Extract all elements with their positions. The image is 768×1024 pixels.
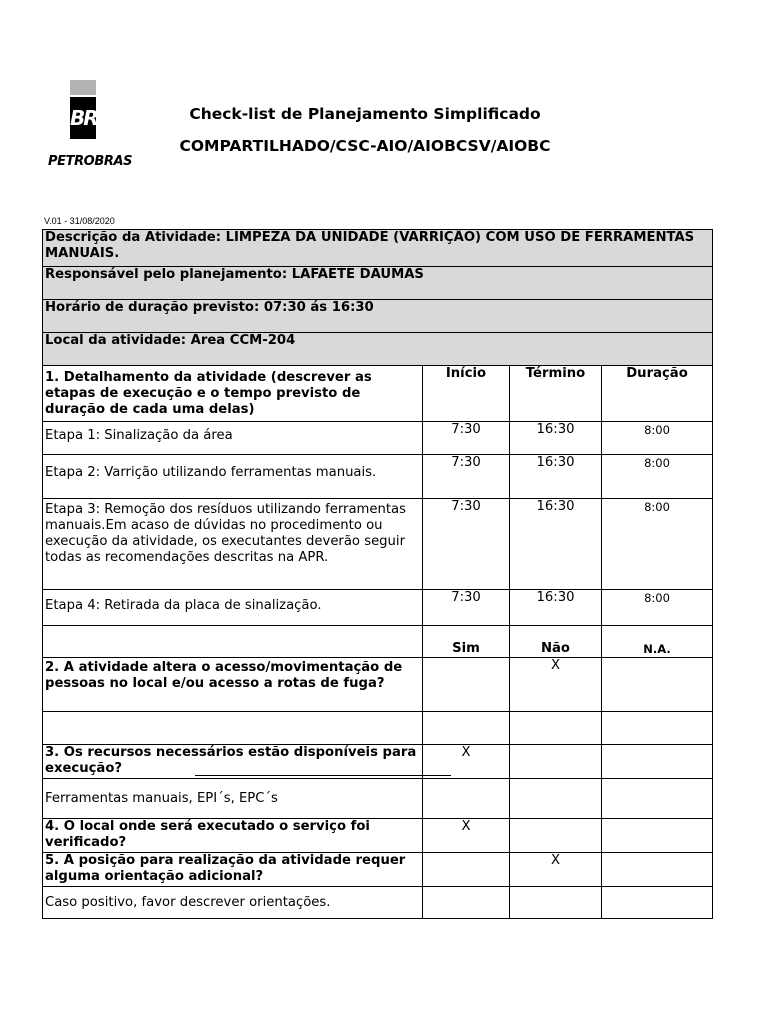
blank-cell: [423, 779, 510, 819]
question-4-na[interactable]: [602, 819, 713, 853]
blank-cell: [423, 712, 510, 745]
question-3-na[interactable]: [602, 745, 713, 779]
page-subtitle: COMPARTILHADO/CSC-AIO/AIOBCSV/AIOBC: [179, 137, 551, 155]
activity-description: Descrição da Atividade: LIMPEZA DA UNIDADE (VARRIÇÃO) COM USO DE FERRAMENTAS MANUAIS.: [43, 230, 713, 267]
step-text: Etapa 2: Varrição utilizando ferramentas manuais.: [43, 455, 423, 499]
blank-cell: [602, 712, 713, 745]
activity-location: Local da atividade: Área CCM-204: [43, 333, 713, 366]
step-duracao: 8:00: [602, 590, 713, 626]
question-3-text: 3. Os recursos necessários estão disponíveis para execução?: [43, 745, 423, 779]
step-termino: 16:30: [510, 499, 602, 590]
step-termino: 16:30: [510, 590, 602, 626]
blank-cell: [510, 887, 602, 919]
blank-cell: [510, 779, 602, 819]
question-3-detail: Ferramentas manuais, EPI´s, EPC´s: [43, 779, 423, 819]
question-3-nao[interactable]: [510, 745, 602, 779]
step-termino: 16:30: [510, 422, 602, 455]
step-row: [43, 455, 713, 499]
logo-bar: [70, 80, 96, 95]
blank-cell: [423, 887, 510, 919]
question-5-nao[interactable]: X: [510, 853, 602, 887]
question-5-na[interactable]: [602, 853, 713, 887]
step-text: Etapa 4: Retirada da placa de sinalização.: [43, 590, 423, 626]
step-duracao: 8:00: [602, 499, 713, 590]
question-4-text: 4. O local onde será executado o serviço foi verificado?: [43, 819, 423, 853]
question-2-na[interactable]: [602, 658, 713, 712]
col-inicio: Início: [423, 366, 510, 422]
question-row: [43, 853, 713, 887]
question-5-detail: Caso positivo, favor descrever orientações.: [43, 887, 423, 919]
blank-cell: [602, 779, 713, 819]
checklist-table: [42, 229, 713, 919]
step-inicio: 7:30: [423, 455, 510, 499]
col-duracao: Duração: [602, 366, 713, 422]
blank-cell: [43, 712, 423, 745]
step-termino: 16:30: [510, 455, 602, 499]
question-row: [43, 819, 713, 853]
page-title: Check-list de Planejamento Simplificado: [189, 105, 541, 123]
col-termino: Término: [510, 366, 602, 422]
step-text: Etapa 3: Remoção dos resíduos utilizando ferramentas manuais.Em acaso de dúvidas no procedimento ou execução da atividade, os executantes deverão seguir todas as recomendações descritas na APR.: [43, 499, 423, 590]
col-sim: Sim: [423, 626, 510, 658]
petrobras-logo: [48, 80, 133, 175]
version-label: V.01 - 31/08/2020: [44, 216, 115, 226]
step-text: Etapa 1: Sinalização da área: [43, 422, 423, 455]
blank-cell: [602, 887, 713, 919]
step-duracao: 8:00: [602, 455, 713, 499]
logo-text: PETROBRAS: [48, 154, 133, 169]
question-5-sim[interactable]: [423, 853, 510, 887]
planner-name: Responsável pelo planejamento: LAFAETE DAUMAS: [43, 267, 713, 300]
step-duracao: 8:00: [602, 422, 713, 455]
question-4-nao[interactable]: [510, 819, 602, 853]
question-4-sim[interactable]: X: [423, 819, 510, 853]
question-row: [43, 745, 713, 779]
step-row: [43, 590, 713, 626]
question-2-nao[interactable]: X: [510, 658, 602, 712]
question-5-text: 5. A posição para realização da atividade requer alguma orientação adicional?: [43, 853, 423, 887]
step-inicio: 7:30: [423, 499, 510, 590]
col-nao: Não: [510, 626, 602, 658]
steps-header-label: 1. Detalhamento da atividade (descrever as etapas de execução e o tempo previsto de duração de cada uma delas): [43, 366, 423, 422]
blank-cell: [510, 712, 602, 745]
question-3-sim[interactable]: X: [423, 745, 510, 779]
question-2-sim[interactable]: [423, 658, 510, 712]
step-row: [43, 499, 713, 590]
col-na: N.A.: [602, 626, 713, 658]
question-2-text: 2. A atividade altera o acesso/movimentação de pessoas no local e/ou acesso a rotas de fuga?: [43, 658, 423, 712]
step-inicio: 7:30: [423, 422, 510, 455]
step-row: [43, 422, 713, 455]
step-inicio: 7:30: [423, 590, 510, 626]
planned-schedule: Horário de duração previsto: 07:30 ás 16:30: [43, 300, 713, 333]
divider-line: [195, 775, 451, 776]
br-logo-mark: BR: [70, 97, 96, 139]
question-row: [43, 658, 713, 712]
answers-header-blank: [43, 626, 423, 658]
